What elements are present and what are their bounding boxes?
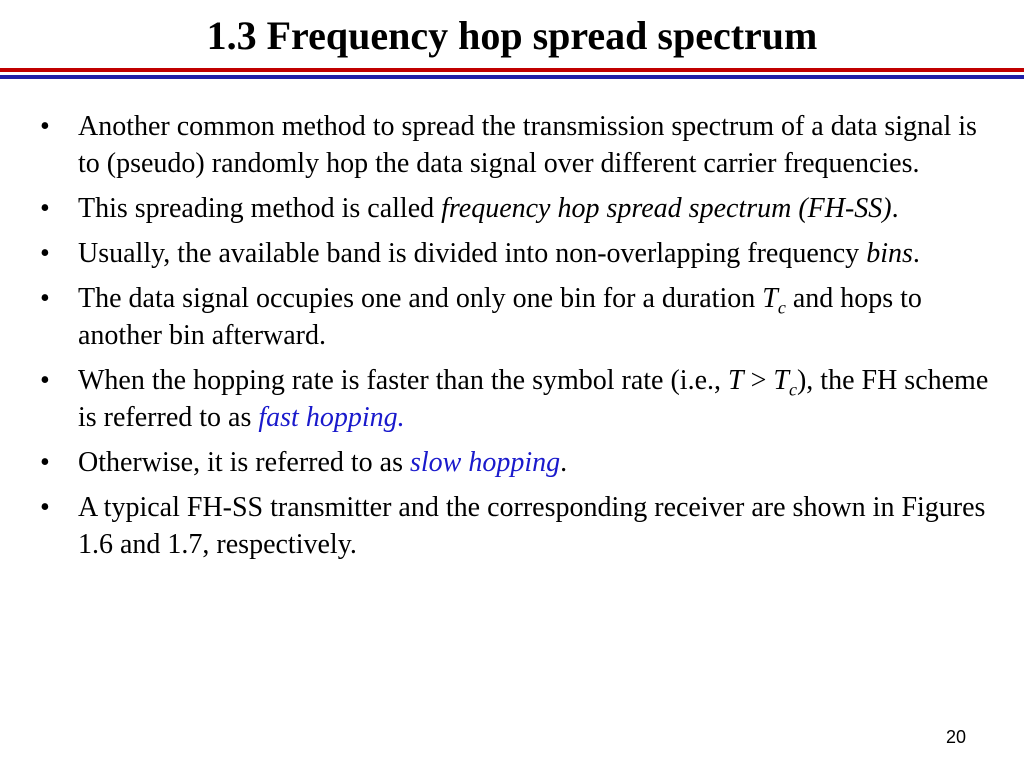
bullet-text-end: . — [912, 238, 920, 269]
operator-gt: > — [743, 365, 774, 396]
bullet-text: The data signal occupies one and only one bin for a duration — [78, 283, 763, 314]
bullet-list — [40, 108, 990, 571]
page-number: 20 — [945, 727, 966, 747]
var-t: T — [773, 365, 789, 396]
bullet-text: Another common method to spread the transmission spectrum of a data signal is to (pseudo) randomly hop the data signal over different carrier frequencies. — [78, 111, 977, 179]
bullet-text-end: and hops to another bin afterward. — [78, 283, 922, 351]
bullet-dot: • — [40, 447, 50, 478]
bullet-text: This spreading method is called — [78, 193, 442, 224]
bullet-dot: • — [40, 193, 50, 224]
bullet-dot: • — [40, 111, 50, 142]
term-slow-hopping: slow hopping — [410, 447, 561, 478]
bullet-item — [40, 235, 990, 272]
var-subscript: c — [788, 379, 797, 400]
bullet-item — [40, 108, 990, 182]
bullet-text: When the hopping rate is faster than the symbol rate (i.e., — [78, 365, 729, 396]
bullet-text-end: . — [560, 447, 568, 478]
bullet-text-end: . — [397, 402, 405, 433]
term-bins: bins — [866, 238, 913, 269]
bullet-text: Usually, the available band is divided into non-overlapping frequency — [78, 238, 867, 269]
bullet-item — [40, 190, 990, 227]
bullet-text-mid: ), the FH scheme is referred to as — [78, 365, 989, 433]
term-fh-ss: frequency hop spread spectrum (FH-SS) — [441, 193, 892, 224]
bullet-dot: • — [40, 365, 50, 396]
var-subscript: c — [777, 297, 786, 318]
slide-title: 1.3 Frequency hop spread spectrum — [206, 13, 818, 58]
var-t: T — [728, 365, 744, 396]
bullet-text: Otherwise, it is referred to as — [78, 447, 410, 478]
bullet-item — [40, 362, 990, 436]
bullet-item — [40, 280, 990, 354]
bullet-dot: • — [40, 238, 50, 269]
title-rule-red — [0, 68, 1024, 72]
bullet-text-end: . — [891, 193, 899, 224]
title-rule-blue — [0, 75, 1024, 79]
bullet-dot: • — [40, 492, 50, 523]
var-t: T — [762, 283, 778, 314]
term-fast-hopping: fast hopping — [258, 402, 398, 433]
bullet-item — [40, 444, 990, 481]
bullet-text: A typical FH-SS transmitter and the corresponding receiver are shown in Figures 1.6 and 1.7, respectively. — [78, 492, 986, 560]
bullet-item — [40, 489, 990, 563]
bullet-dot: • — [40, 283, 50, 314]
